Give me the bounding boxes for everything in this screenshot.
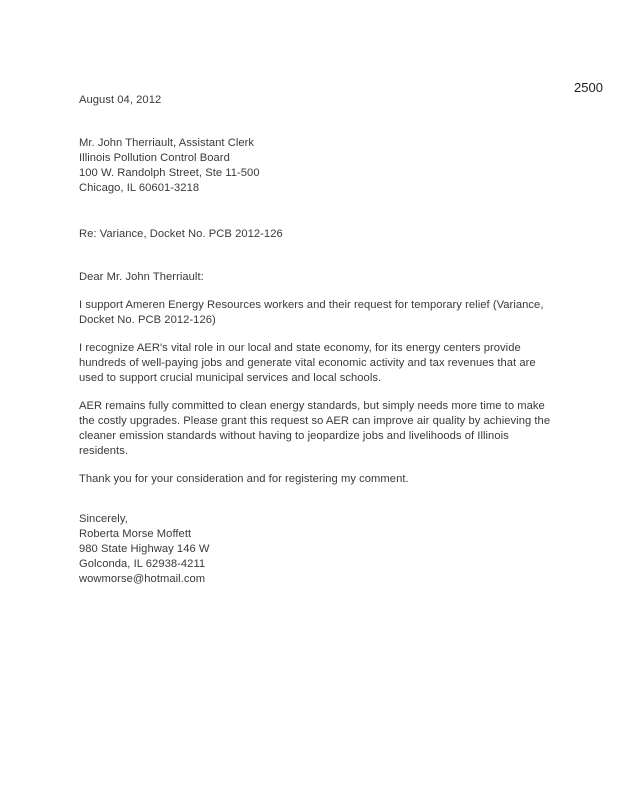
body-paragraph: I recognize AER's vital role in our local and state economy, for its energy centers provide hundreds of well-paying jobs and generate vital economic activity and tax revenues that are used to support crucial municipal services and local schools. [79,342,536,384]
closing-paragraph: Thank you for your consideration and for registering my comment. [79,473,409,485]
recipient-address [79,136,559,196]
salutation: Dear Mr. John Therriault: [79,271,204,283]
recipient-line: Mr. John Therriault, Assistant Clerk [79,137,255,149]
body-paragraph: I support Ameren Energy Resources workers and their request for temporary relief (Variance, Docket No. PCB 2012-126) [79,299,544,326]
recipient-line: Chicago, IL 60601-3218 [79,182,200,194]
signature-block [79,512,559,587]
recipient-line: Illinois Pollution Control Board [79,152,230,164]
signature-email: wowmorse@hotmail.com [79,573,206,585]
page-number: 2500 [574,80,603,95]
signature-line: Golconda, IL 62938-4211 [79,558,206,570]
signature-line: 980 State Highway 146 W [79,543,210,555]
letter-date: August 04, 2012 [79,94,162,106]
recipient-line: 100 W. Randolph Street, Ste 11-500 [79,167,260,179]
signature-line: Sincerely, [79,513,128,525]
subject-line: Re: Variance, Docket No. PCB 2012-126 [79,228,283,240]
signature-name: Roberta Morse Moffett [79,528,192,540]
letter-body [79,93,559,587]
body-paragraph: AER remains fully committed to clean energy standards, but simply needs more time to make the costly upgrades. Please grant this request so AER can improve air quality by achieving the cleaner emission standards without having to jeopardize jobs and livelihoods of Illinois residents. [79,400,551,457]
